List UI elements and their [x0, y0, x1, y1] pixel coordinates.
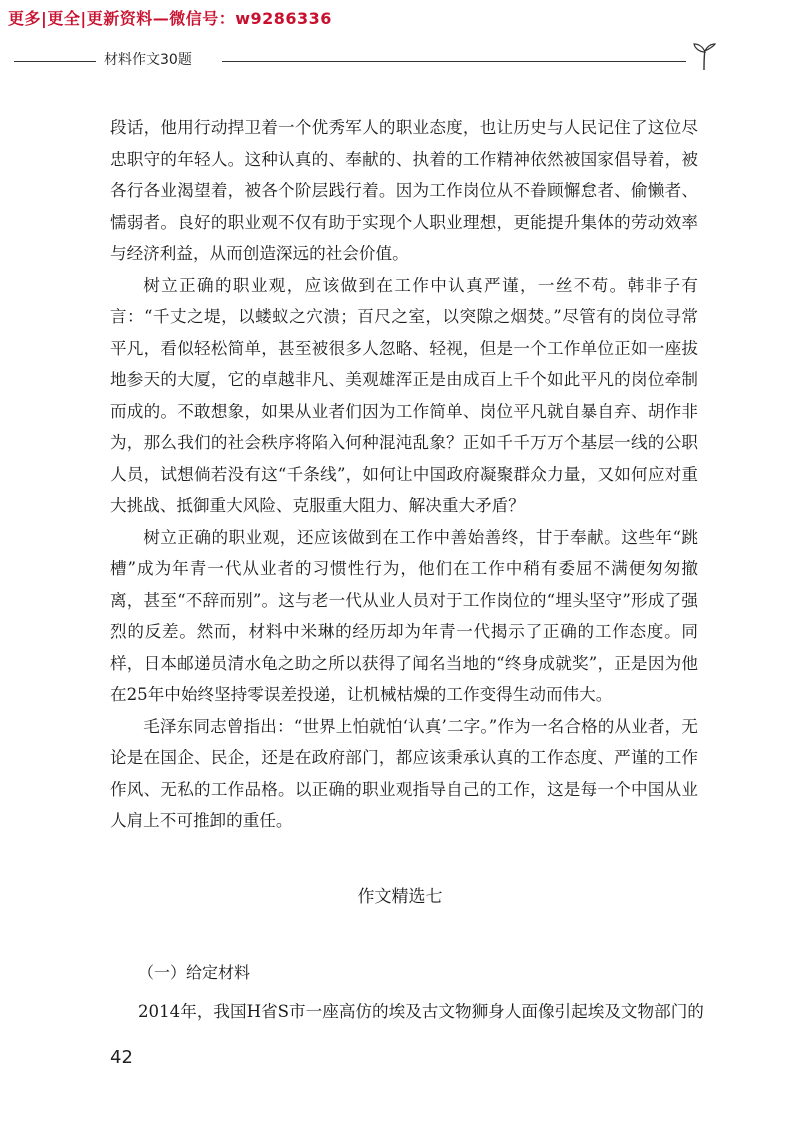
sprout-icon	[690, 42, 718, 72]
sub-heading: （一）给定材料	[138, 963, 251, 982]
material-first-line: 2014年，我国H省S市一座高仿的埃及古文物狮身人面像引起埃及文物部门的	[138, 1002, 704, 1021]
watermark-banner: 更多|更全|更新资料—微信号：w9286336	[8, 9, 332, 28]
page-number: 42	[110, 1047, 133, 1068]
paragraph: 毛泽东同志曾指出：“世界上怕就怕‘认真’二字。”作为一名合格的从业者，无论是在国企、民企，还是在政府部门，都应该秉承认真的工作态度、严谨的工作作风、无私的工作品格。以正确的职业观指导自己的工作，这是每一个中国从业人肩上不可推卸的重任。	[110, 716, 698, 830]
paragraph: 树立正确的职业观，应该做到在工作中认真严谨，一丝不苟。韩非子有言：“千丈之堤，以蝼蚁之穴溃；百尺之室，以突隙之烟焚。”尽管有的岗位寻常平凡，看似轻松简单，甚至被很多人忽略、轻视，但是一个工作单位正如一座拔地参天的大厦，它的卓越非凡、美观雄浑正是由成百上千个如此平凡的岗位牵制而成的。不敢想象，如果从业者们因为工作简单、岗位平凡就自暴自弃、胡作非为，那么我们的社会秩序将陷入何种混沌乱象？正如千千万万个基层一线的公职人员，试想倘若没有这“千条线”，如何让中国政府凝聚群众力量，又如何应对重大挑战、抵御重大风险、克服重大阻力、解决重大矛盾？	[110, 275, 698, 515]
paragraph: 段话，他用行动捍卫着一个优秀军人的职业态度，也让历史与人民记住了这位尽忠职守的年轻人。这种认真的、奉献的、执着的工作精神依然被国家倡导着，被各行各业渴望着，被各个阶层践行着。因为工作岗位从不眷顾懈怠者、偷懒者、懦弱者。良好的职业观不仅有助于实现个人职业理想，更能提升集体的劳动效率与经济利益，从而创造深远的社会价值。	[110, 118, 698, 263]
running-header	[14, 44, 786, 74]
paragraph: 树立正确的职业观，还应该做到在工作中善始善终，甘于奉献。这些年“跳槽”成为年青一代从业者的习惯性行为，他们在工作中稍有委屈不满便匆匆撤离，甚至“不辞而别”。这与老一代从业人员对于工作岗位的“埋头坚守”形成了强烈的反差。然而，材料中米琳的经历却为年青一代揭示了正确的工作态度。同样，日本邮递员清水龟之助之所以获得了闻名当地的“终身成就奖”，正是因为他在25年中始终坚持零误差投递，让机械枯燥的工作变得生动而伟大。	[110, 527, 698, 704]
section-title: 作文精选七	[357, 887, 443, 907]
header-rule-left	[14, 61, 96, 62]
running-head-title: 材料作文30题	[104, 52, 192, 68]
article-body	[110, 112, 698, 837]
header-rule-right	[222, 61, 686, 62]
